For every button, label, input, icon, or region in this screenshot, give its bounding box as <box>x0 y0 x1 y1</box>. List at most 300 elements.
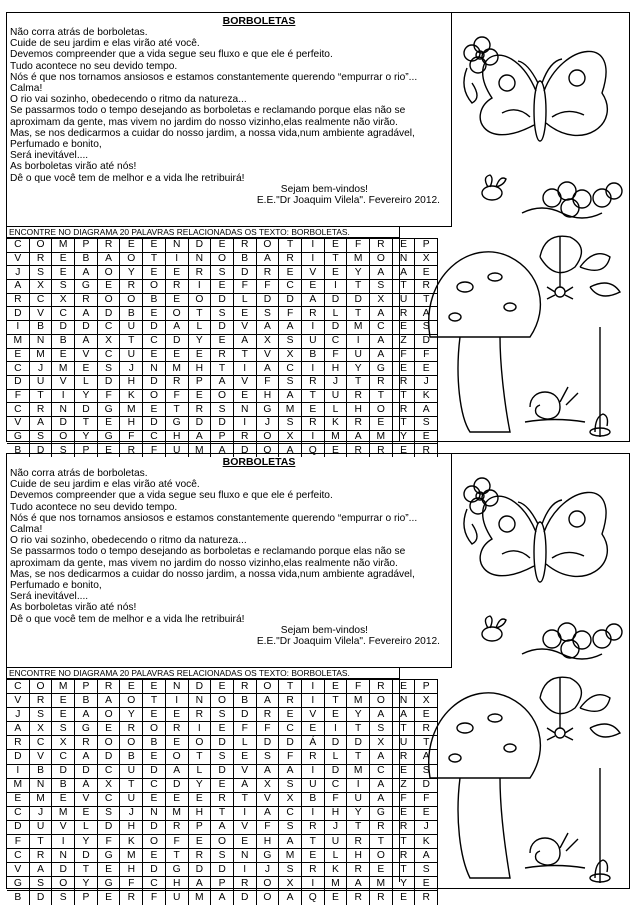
grid-cell[interactable]: U <box>347 792 370 806</box>
grid-cell[interactable]: T <box>392 722 415 736</box>
grid-cell[interactable]: E <box>143 348 166 362</box>
grid-cell[interactable]: G <box>7 430 29 444</box>
grid-cell[interactable]: O <box>370 403 393 417</box>
grid-cell[interactable]: E <box>324 239 347 253</box>
grid-cell[interactable]: D <box>97 820 120 834</box>
grid-cell[interactable]: M <box>279 849 302 863</box>
grid-cell[interactable]: E <box>392 764 415 778</box>
grid-cell[interactable]: D <box>75 403 98 417</box>
grid-cell[interactable]: U <box>165 891 188 905</box>
grid-cell[interactable]: F <box>233 280 256 294</box>
grid-cell[interactable]: D <box>188 680 211 694</box>
grid-cell[interactable]: D <box>97 375 120 389</box>
grid-cell[interactable]: A <box>347 877 370 891</box>
grid-cell[interactable]: H <box>324 806 347 820</box>
grid-cell[interactable]: O <box>143 389 166 403</box>
grid-cell[interactable]: A <box>347 430 370 444</box>
grid-cell[interactable]: G <box>75 280 98 294</box>
grid-cell[interactable]: F <box>392 348 415 362</box>
grid-cell[interactable]: C <box>7 403 29 417</box>
grid-cell[interactable]: D <box>211 863 234 877</box>
grid-cell[interactable]: L <box>75 375 98 389</box>
grid-cell[interactable]: R <box>370 680 393 694</box>
grid-cell[interactable]: R <box>188 849 211 863</box>
grid-cell[interactable]: D <box>415 778 438 792</box>
grid-cell[interactable]: L <box>324 307 347 321</box>
grid-cell[interactable]: Á <box>75 778 98 792</box>
grid-cell[interactable]: M <box>120 849 143 863</box>
grid-cell[interactable]: R <box>370 375 393 389</box>
grid-cell[interactable]: Y <box>75 835 98 849</box>
grid-cell[interactable]: C <box>29 736 52 750</box>
grid-cell[interactable]: E <box>211 680 234 694</box>
grid-cell[interactable]: F <box>7 835 29 849</box>
grid-cell[interactable]: R <box>188 266 211 280</box>
grid-cell[interactable]: O <box>120 736 143 750</box>
grid-cell[interactable]: T <box>143 252 166 266</box>
grid-cell[interactable]: C <box>7 362 29 376</box>
grid-cell[interactable]: E <box>211 778 234 792</box>
grid-cell[interactable]: U <box>120 348 143 362</box>
grid-cell[interactable]: X <box>279 877 302 891</box>
grid-cell[interactable]: T <box>143 694 166 708</box>
grid-cell[interactable]: A <box>75 307 98 321</box>
grid-cell[interactable]: S <box>29 430 52 444</box>
grid-cell[interactable]: S <box>29 877 52 891</box>
grid-cell[interactable]: R <box>301 863 324 877</box>
grid-cell[interactable]: E <box>211 239 234 253</box>
grid-cell[interactable]: R <box>301 375 324 389</box>
grid-cell[interactable]: A <box>279 835 302 849</box>
grid-cell[interactable]: O <box>165 307 188 321</box>
grid-cell[interactable]: M <box>324 430 347 444</box>
grid-cell[interactable]: R <box>370 820 393 834</box>
grid-cell[interactable]: U <box>29 820 52 834</box>
grid-cell[interactable]: E <box>165 708 188 722</box>
grid-cell[interactable]: O <box>211 694 234 708</box>
grid-cell[interactable]: E <box>143 239 166 253</box>
grid-cell[interactable]: A <box>279 764 302 778</box>
grid-cell[interactable]: E <box>97 416 120 430</box>
grid-cell[interactable]: Y <box>347 362 370 376</box>
grid-cell[interactable]: I <box>301 877 324 891</box>
grid-cell[interactable]: S <box>97 362 120 376</box>
grid-cell[interactable]: A <box>256 694 279 708</box>
grid-cell[interactable]: Y <box>392 430 415 444</box>
grid-cell[interactable]: Y <box>75 877 98 891</box>
grid-cell[interactable]: E <box>279 708 302 722</box>
grid-cell[interactable]: D <box>97 307 120 321</box>
grid-cell[interactable]: V <box>75 348 98 362</box>
grid-cell[interactable]: S <box>279 416 302 430</box>
grid-cell[interactable]: X <box>97 334 120 348</box>
grid-cell[interactable]: O <box>256 877 279 891</box>
grid-cell[interactable]: A <box>256 321 279 335</box>
grid-cell[interactable]: S <box>370 722 393 736</box>
grid-cell[interactable]: M <box>347 252 370 266</box>
grid-cell[interactable]: E <box>324 680 347 694</box>
grid-cell[interactable]: H <box>188 806 211 820</box>
grid-cell[interactable]: R <box>75 736 98 750</box>
grid-cell[interactable]: L <box>233 736 256 750</box>
grid-cell[interactable]: E <box>370 416 393 430</box>
grid-cell[interactable]: F <box>324 792 347 806</box>
grid-cell[interactable]: E <box>211 280 234 294</box>
grid-cell[interactable]: O <box>29 239 52 253</box>
grid-cell[interactable]: C <box>143 334 166 348</box>
grid-cell[interactable]: S <box>256 750 279 764</box>
grid-cell[interactable]: O <box>97 266 120 280</box>
grid-cell[interactable]: R <box>120 891 143 905</box>
grid-cell[interactable]: L <box>188 321 211 335</box>
grid-cell[interactable]: E <box>143 680 166 694</box>
grid-cell[interactable]: E <box>7 792 29 806</box>
grid-cell[interactable]: R <box>347 444 370 457</box>
grid-cell[interactable]: J <box>29 806 52 820</box>
grid-cell[interactable]: O <box>120 694 143 708</box>
grid-cell[interactable]: A <box>165 321 188 335</box>
grid-cell[interactable]: V <box>7 694 29 708</box>
grid-cell[interactable]: A <box>370 792 393 806</box>
grid-cell[interactable]: X <box>279 792 302 806</box>
grid-cell[interactable]: H <box>256 389 279 403</box>
grid-cell[interactable]: I <box>233 416 256 430</box>
grid-cell[interactable]: N <box>143 362 166 376</box>
grid-cell[interactable]: A <box>7 722 29 736</box>
grid-cell[interactable]: T <box>392 416 415 430</box>
grid-cell[interactable]: E <box>324 708 347 722</box>
grid-cell[interactable]: E <box>188 792 211 806</box>
grid-cell[interactable]: I <box>52 389 75 403</box>
grid-cell[interactable]: C <box>97 792 120 806</box>
grid-cell[interactable]: D <box>211 416 234 430</box>
grid-cell[interactable]: E <box>143 792 166 806</box>
grid-cell[interactable]: R <box>233 877 256 891</box>
grid-cell[interactable]: K <box>324 416 347 430</box>
grid-cell[interactable]: A <box>370 334 393 348</box>
grid-cell[interactable]: C <box>279 722 302 736</box>
grid-cell[interactable]: B <box>301 348 324 362</box>
grid-cell[interactable]: D <box>7 375 29 389</box>
grid-cell[interactable]: T <box>392 389 415 403</box>
grid-cell[interactable]: O <box>143 722 166 736</box>
grid-cell[interactable]: F <box>120 877 143 891</box>
grid-cell[interactable]: B <box>7 444 29 457</box>
grid-cell[interactable]: J <box>415 820 438 834</box>
grid-cell[interactable]: D <box>75 764 98 778</box>
grid-cell[interactable]: E <box>392 239 415 253</box>
grid-cell[interactable]: S <box>97 806 120 820</box>
grid-cell[interactable]: F <box>256 375 279 389</box>
grid-cell[interactable]: M <box>52 806 75 820</box>
grid-cell[interactable]: R <box>29 849 52 863</box>
grid-cell[interactable]: E <box>52 694 75 708</box>
grid-cell[interactable]: A <box>370 750 393 764</box>
grid-cell[interactable]: R <box>233 430 256 444</box>
grid-cell[interactable]: Y <box>120 266 143 280</box>
grid-cell[interactable]: V <box>29 307 52 321</box>
grid-cell[interactable]: P <box>75 239 98 253</box>
grid-cell[interactable]: S <box>52 891 75 905</box>
grid-cell[interactable]: E <box>392 806 415 820</box>
grid-cell[interactable]: Á <box>75 334 98 348</box>
grid-cell[interactable]: E <box>143 307 166 321</box>
grid-cell[interactable]: D <box>188 239 211 253</box>
grid-cell[interactable]: D <box>256 293 279 307</box>
grid-cell[interactable]: A <box>7 280 29 294</box>
grid-cell[interactable]: R <box>7 736 29 750</box>
grid-cell[interactable]: G <box>165 416 188 430</box>
grid-cell[interactable]: T <box>324 252 347 266</box>
grid-cell[interactable]: D <box>324 321 347 335</box>
grid-cell[interactable]: R <box>301 416 324 430</box>
grid-cell[interactable]: R <box>120 444 143 457</box>
grid-cell[interactable]: G <box>97 403 120 417</box>
grid-cell[interactable]: D <box>211 764 234 778</box>
grid-cell[interactable]: F <box>279 750 302 764</box>
grid-cell[interactable]: S <box>279 334 302 348</box>
grid-cell[interactable]: V <box>52 375 75 389</box>
grid-cell[interactable]: C <box>279 362 302 376</box>
grid-cell[interactable]: J <box>256 416 279 430</box>
grid-cell[interactable]: Z <box>392 334 415 348</box>
grid-cell[interactable]: E <box>233 307 256 321</box>
grid-cell[interactable]: O <box>188 293 211 307</box>
grid-cell[interactable]: P <box>188 820 211 834</box>
grid-cell[interactable]: I <box>301 430 324 444</box>
grid-cell[interactable]: D <box>29 444 52 457</box>
grid-cell[interactable]: U <box>347 348 370 362</box>
grid-cell[interactable]: S <box>211 750 234 764</box>
grid-cell[interactable]: M <box>347 694 370 708</box>
grid-cell[interactable]: A <box>211 444 234 457</box>
grid-cell[interactable]: B <box>233 252 256 266</box>
grid-cell[interactable]: F <box>120 430 143 444</box>
grid-cell[interactable]: R <box>370 239 393 253</box>
grid-cell[interactable]: E <box>120 239 143 253</box>
grid-cell[interactable]: A <box>188 877 211 891</box>
grid-cell[interactable]: D <box>256 736 279 750</box>
grid-cell[interactable]: Y <box>75 389 98 403</box>
grid-cell[interactable]: O <box>370 694 393 708</box>
grid-cell[interactable]: I <box>301 362 324 376</box>
grid-cell[interactable]: D <box>188 416 211 430</box>
grid-cell[interactable]: S <box>211 849 234 863</box>
grid-cell[interactable]: T <box>279 680 302 694</box>
grid-cell[interactable]: M <box>347 764 370 778</box>
grid-cell[interactable]: R <box>120 280 143 294</box>
grid-cell[interactable]: D <box>211 736 234 750</box>
grid-cell[interactable]: B <box>301 792 324 806</box>
grid-cell[interactable]: M <box>324 877 347 891</box>
grid-cell[interactable]: D <box>324 293 347 307</box>
grid-cell[interactable]: O <box>256 444 279 457</box>
grid-cell[interactable]: S <box>370 280 393 294</box>
grid-cell[interactable]: X <box>370 736 393 750</box>
grid-cell[interactable]: V <box>7 416 29 430</box>
grid-cell[interactable]: O <box>256 239 279 253</box>
grid-cell[interactable]: A <box>370 266 393 280</box>
grid-cell[interactable]: C <box>97 764 120 778</box>
grid-cell[interactable]: Y <box>188 334 211 348</box>
grid-cell[interactable]: E <box>143 708 166 722</box>
grid-cell[interactable]: A <box>415 750 438 764</box>
grid-cell[interactable]: A <box>370 778 393 792</box>
grid-cell[interactable]: E <box>370 863 393 877</box>
grid-cell[interactable]: D <box>347 293 370 307</box>
grid-cell[interactable]: D <box>143 820 166 834</box>
grid-cell[interactable]: C <box>7 806 29 820</box>
grid-cell[interactable]: F <box>165 389 188 403</box>
grid-cell[interactable]: P <box>75 680 98 694</box>
grid-cell[interactable]: R <box>256 266 279 280</box>
grid-cell[interactable]: T <box>29 389 52 403</box>
grid-cell[interactable]: X <box>256 334 279 348</box>
grid-cell[interactable]: R <box>256 708 279 722</box>
grid-cell[interactable]: X <box>52 736 75 750</box>
grid-cell[interactable]: J <box>256 863 279 877</box>
grid-cell[interactable]: H <box>347 849 370 863</box>
grid-cell[interactable]: X <box>52 293 75 307</box>
grid-cell[interactable]: B <box>52 334 75 348</box>
grid-cell[interactable]: V <box>233 820 256 834</box>
grid-cell[interactable]: R <box>75 293 98 307</box>
grid-cell[interactable]: O <box>97 293 120 307</box>
grid-cell[interactable]: T <box>370 835 393 849</box>
grid-cell[interactable]: K <box>415 835 438 849</box>
grid-cell[interactable]: R <box>233 680 256 694</box>
grid-cell[interactable]: J <box>415 375 438 389</box>
grid-cell[interactable]: F <box>347 239 370 253</box>
grid-cell[interactable]: T <box>347 750 370 764</box>
grid-cell[interactable]: C <box>29 293 52 307</box>
grid-cell[interactable]: R <box>29 403 52 417</box>
grid-cell[interactable]: D <box>233 444 256 457</box>
grid-cell[interactable]: E <box>301 403 324 417</box>
grid-cell[interactable]: T <box>188 307 211 321</box>
grid-cell[interactable]: E <box>52 266 75 280</box>
grid-cell[interactable]: E <box>415 708 438 722</box>
grid-cell[interactable]: S <box>415 321 438 335</box>
grid-cell[interactable]: M <box>52 239 75 253</box>
grid-cell[interactable]: K <box>120 389 143 403</box>
grid-cell[interactable]: N <box>143 806 166 820</box>
grid-cell[interactable]: U <box>301 778 324 792</box>
grid-cell[interactable]: I <box>188 722 211 736</box>
grid-cell[interactable]: R <box>392 307 415 321</box>
grid-cell[interactable]: I <box>165 252 188 266</box>
grid-cell[interactable]: Y <box>392 877 415 891</box>
grid-cell[interactable]: B <box>52 778 75 792</box>
grid-cell[interactable]: S <box>279 820 302 834</box>
grid-cell[interactable]: U <box>301 334 324 348</box>
grid-cell[interactable]: R <box>415 891 438 905</box>
grid-cell[interactable]: I <box>233 806 256 820</box>
grid-cell[interactable]: F <box>324 348 347 362</box>
grid-cell[interactable]: X <box>29 722 52 736</box>
grid-cell[interactable]: E <box>75 806 98 820</box>
grid-cell[interactable]: A <box>392 708 415 722</box>
grid-cell[interactable]: D <box>324 736 347 750</box>
grid-cell[interactable]: A <box>29 863 52 877</box>
grid-cell[interactable]: E <box>52 792 75 806</box>
grid-cell[interactable]: D <box>143 375 166 389</box>
grid-cell[interactable]: M <box>29 792 52 806</box>
grid-cell[interactable]: T <box>188 750 211 764</box>
grid-cell[interactable]: C <box>279 280 302 294</box>
grid-cell[interactable]: N <box>188 252 211 266</box>
grid-cell[interactable]: F <box>97 389 120 403</box>
grid-cell[interactable]: A <box>279 321 302 335</box>
grid-cell[interactable]: R <box>165 820 188 834</box>
grid-cell[interactable]: E <box>143 750 166 764</box>
grid-cell[interactable]: M <box>7 778 29 792</box>
grid-cell[interactable]: O <box>256 891 279 905</box>
grid-cell[interactable]: S <box>211 403 234 417</box>
grid-cell[interactable]: E <box>415 430 438 444</box>
grid-cell[interactable]: N <box>52 849 75 863</box>
grid-cell[interactable]: E <box>392 444 415 457</box>
grid-cell[interactable]: V <box>233 375 256 389</box>
grid-cell[interactable]: D <box>7 750 29 764</box>
grid-cell[interactable]: R <box>392 750 415 764</box>
grid-cell[interactable]: D <box>143 416 166 430</box>
grid-cell[interactable]: G <box>97 849 120 863</box>
grid-cell[interactable]: H <box>120 820 143 834</box>
grid-cell[interactable]: E <box>97 863 120 877</box>
grid-cell[interactable]: P <box>415 239 438 253</box>
grid-cell[interactable]: O <box>52 877 75 891</box>
grid-cell[interactable]: R <box>211 792 234 806</box>
grid-cell[interactable]: F <box>143 891 166 905</box>
grid-cell[interactable]: K <box>120 835 143 849</box>
grid-cell[interactable]: T <box>211 806 234 820</box>
grid-cell[interactable]: M <box>165 362 188 376</box>
grid-cell[interactable]: U <box>29 375 52 389</box>
grid-cell[interactable]: R <box>211 348 234 362</box>
grid-cell[interactable]: R <box>301 750 324 764</box>
grid-cell[interactable]: C <box>143 877 166 891</box>
grid-cell[interactable]: T <box>233 348 256 362</box>
grid-cell[interactable]: J <box>324 375 347 389</box>
grid-cell[interactable]: Á <box>233 778 256 792</box>
grid-cell[interactable]: U <box>120 792 143 806</box>
grid-cell[interactable]: A <box>392 266 415 280</box>
grid-cell[interactable]: R <box>347 891 370 905</box>
grid-cell[interactable]: V <box>29 750 52 764</box>
grid-cell[interactable]: R <box>415 722 438 736</box>
grid-cell[interactable]: X <box>415 252 438 266</box>
grid-cell[interactable]: E <box>52 252 75 266</box>
grid-cell[interactable]: D <box>233 266 256 280</box>
grid-cell[interactable]: E <box>97 891 120 905</box>
grid-cell[interactable]: U <box>392 293 415 307</box>
grid-cell[interactable]: Y <box>120 708 143 722</box>
grid-cell[interactable]: R <box>188 403 211 417</box>
grid-cell[interactable]: F <box>347 680 370 694</box>
grid-cell[interactable]: Y <box>347 708 370 722</box>
grid-cell[interactable]: Y <box>75 430 98 444</box>
grid-cell[interactable]: R <box>347 835 370 849</box>
grid-cell[interactable]: D <box>233 708 256 722</box>
grid-cell[interactable]: T <box>347 307 370 321</box>
grid-cell[interactable]: T <box>392 863 415 877</box>
grid-cell[interactable]: C <box>7 239 29 253</box>
grid-cell[interactable]: Á <box>233 334 256 348</box>
grid-cell[interactable]: D <box>279 736 302 750</box>
grid-cell[interactable]: B <box>7 891 29 905</box>
grid-cell[interactable]: O <box>143 835 166 849</box>
